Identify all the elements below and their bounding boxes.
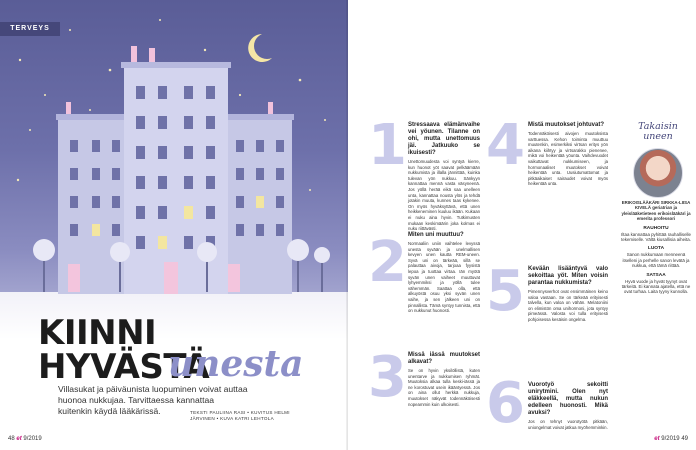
sidebar-title-line-1: Takaisin — [638, 121, 678, 132]
question-2: Miten uni muuttuu? — [408, 232, 464, 238]
answer-1: Unettomuudesta voi syntyä kierre, kun huonot yöt saavat pelkäämään nukkumista ja illalla jännittää, kuinka tulevan yön nukkuu. Sänkyyn kannattaa mennä vasta väsyneenä. Jos yöllä herää eikä saa unelleen unta, kannattaa nousta ylös ja tehdä jotakin muuta, kunnes taas kykenee. On myös hyväksyttävä, että unen heikkeneminen kuuluu ikään. Kukaan ei nuku aina hyvin. Tutkimusten mukaan keskimäärin joka kolmas ei nuku riittävästi. — [408, 159, 480, 232]
expert-credit: ERIKOISLÄÄKÄRI SIRKKA-LIISA KIVELÄ geriatrian ja yleislääketieteen erikoislääkäri ja emerita professori — [621, 200, 691, 222]
headline-line-1: KIINNI — [38, 313, 157, 353]
answer-4: Todennäköisesti aivojen muutoksista varttuessa. Kehon toiminta muuttuu muutenkin, esimerkiksi virtsan eritys yön aikana kiihtyy ja virtsarakko pienenee, mikä voi heikentää yöunta. Vaihdevuodet vaikuttavat nukkumiseen, ja hormonaaliset muutokset voivat heikentää unta. Uusiutumattomat ja pitkäaikaiset sairaudet voivat myös heikentää unta. — [528, 131, 608, 187]
door — [228, 264, 240, 292]
section-2 — [408, 232, 480, 314]
apartment-building-illustration — [0, 0, 348, 332]
tip-text-3: Hyvä vuode ja hyvät tyynyt ovat tärkeitä. Ei kannata ajatella, että ne ovat turhaa. Laita tyyny kunnolla. — [621, 278, 691, 295]
section-1 — [408, 122, 480, 232]
section-5 — [528, 266, 608, 323]
tip-head-1: RAUHOITU — [643, 225, 669, 231]
section-6 — [528, 382, 608, 430]
page-number: 48 — [8, 436, 15, 442]
lit-window — [158, 236, 167, 249]
question-1: Stressaava elämänvaihe vei yöunen. Tilanne on ohi, mutta unettomuus jäi. Jatkuuko se ikuisesti? — [408, 122, 480, 156]
number-3: 3 — [368, 345, 407, 410]
number-4: 4 — [486, 113, 525, 178]
issue-number: 9/2019 — [23, 436, 42, 442]
magazine-mark: et — [16, 436, 22, 442]
headline-script-word: unesta — [168, 343, 304, 385]
question-3: Missä iässä muutokset alkavat? — [408, 352, 480, 365]
expert-portrait — [633, 148, 683, 198]
answer-3: Se on hyvin yksilöllistä, kuten unentarve ja nukkumisen ryhmät. Muutoksia alkaa tulla keski-iässä ja ne korostuvat usein ikääntyessä. Jos on aina ollut herkkä nukkuja, muutokset näkyvät todennäköisesti nopeammin kuin ulkoisesti. — [408, 368, 480, 407]
question-6: Vuorotyö sekoitti unirytmini. Olen nyt eläkkeellä, mutta nukun edelleen huonosti. Mikä avuksi? — [528, 382, 608, 416]
section-4 — [528, 122, 608, 187]
right-page-number — [654, 436, 688, 442]
lit-window — [256, 196, 264, 208]
section-3 — [408, 352, 480, 407]
answer-2: Normaaliin uniin vaihtelee levyssä unesta syvään ja unelmallisen kevyen unen kautta REM-uneen. Syvä uni on tärkeää, sillä se palauttaa aivoja, tarjoaa fyysistä lepoa ja tuottaa virtaa. Iän myötä syvän unen vaiheet muuttuvat lyhyemmiksi ja yöllä tulee vähemmän. Saattaa olla, että alkuyöstä osuu yksi syvän unen vaihe, ja sen jälkeen uni on pinnallista. Tämä syntyy tunnista, että on nukkunut huonosti. — [408, 241, 480, 314]
door — [68, 264, 80, 292]
lead-paragraph: Villasukat ja päiväunista luopuminen voivat auttaa huonoa nukkujaa. Tarvittaessa kannattaa kuitenkin käydä lääkärissä. — [58, 384, 248, 416]
magazine-mark: et — [654, 436, 660, 442]
byline-credit: TEKSTI PAULIINA RASI • KUVITUS HELMI JÄRVINEN • KUVA KATRI LEHTOLA — [190, 410, 290, 421]
section-label: TERVEYS — [0, 22, 60, 36]
tip-head-2: LUOTA — [647, 246, 665, 252]
crescent-moon-icon — [248, 34, 272, 62]
lit-window — [92, 224, 100, 236]
answer-6: Jos on tehnyt vuorotyötä pitkään, uniongelmat voivat jatkua myöhemminkin. — [528, 419, 608, 430]
question-4: Mistä muutokset johtuvat? — [528, 122, 605, 128]
number-2: 2 — [368, 230, 407, 295]
sidebar-title-line-2: uneen — [643, 131, 673, 142]
tip-text-2: Sanon nukkumaan menneenä itselleni ja perhelle sanon levätä ja nukkua, että tämä riittää. — [622, 252, 690, 269]
sidebar-title — [623, 122, 693, 142]
tip-head-3: SATSAA — [646, 272, 666, 278]
number-5: 5 — [486, 259, 525, 324]
door — [164, 262, 178, 294]
tip-text-1: Iltaa kannattaa pyhittää rauhalliselle tekemiselle. Vältä kiusallisia aiheita. — [621, 231, 691, 243]
headline-line-2: HYVÄSTÄ — [38, 347, 210, 387]
issue-number: 9/2019 — [661, 436, 680, 442]
answer-5: Pimennysverhot ovat ensimmäinen keino valoa vastaan. Se on tärkeää erityisesti talvella, kun valoa on vähän. Melatoniini on elimistön oma unihormoni, jota syntyy pimeässä. Valosta voi tulla erityisesti pohjoisessa kesäisin ongelma. — [528, 289, 608, 322]
page-number: 49 — [681, 436, 688, 442]
expert-sidebar — [620, 200, 692, 295]
lit-window — [184, 206, 193, 219]
left-page-number — [8, 436, 42, 442]
question-5: Kevään lisääntyvä valo sekoittaa yöt. Miten voisin parantaa nukkumista? — [528, 266, 608, 286]
right-page — [348, 0, 696, 450]
number-6: 6 — [486, 371, 525, 436]
number-1: 1 — [368, 113, 407, 178]
